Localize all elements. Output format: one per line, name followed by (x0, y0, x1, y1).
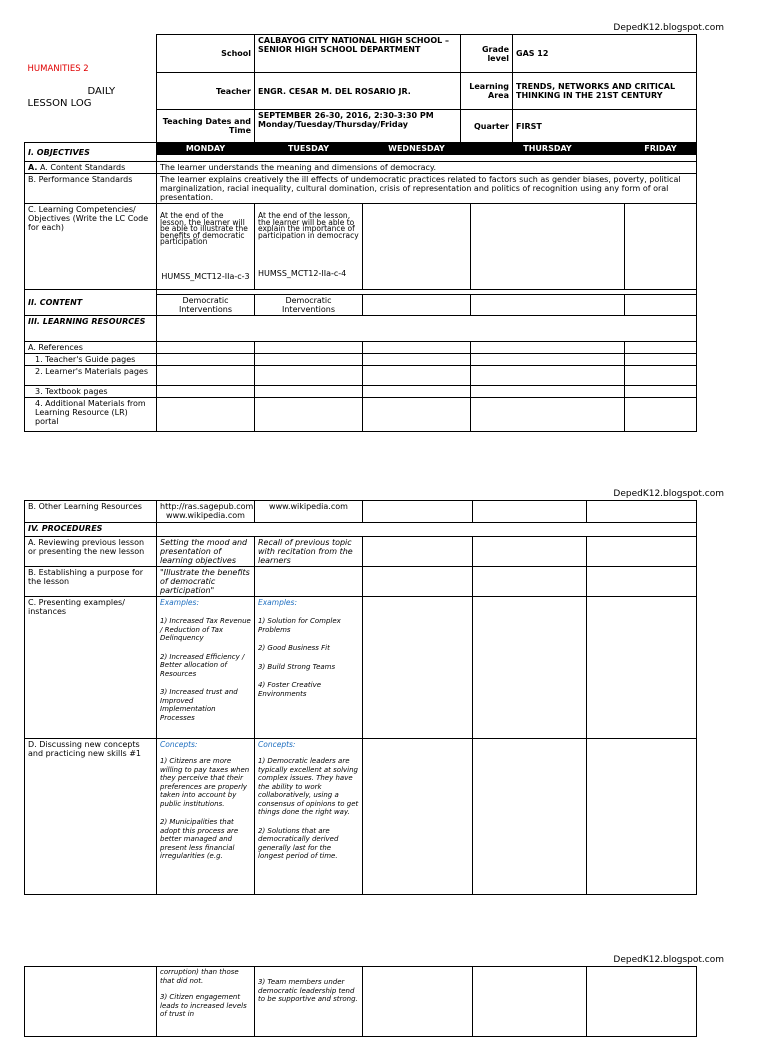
proc-c-mon (157, 597, 255, 739)
teacher-label: Teacher (157, 73, 255, 110)
cont-mon (157, 967, 255, 1037)
page-3 (0, 952, 768, 1024)
tue-code: HUMSS_MCT12-IIa-c-4 (258, 269, 347, 278)
proc-b-label: B. Establishing a purpose for the lesson (25, 567, 157, 597)
content-tue: Democratic Interventions (255, 295, 363, 316)
proc-c-tue-title: Examples: (258, 598, 297, 607)
proc-a-mon: Setting the mood and presentation of learning objectives (157, 537, 255, 567)
resources-spacer (157, 316, 697, 342)
quarter-label: Quarter (461, 110, 513, 143)
tue-objective-cell (255, 204, 363, 290)
area-label: Learning Area (461, 73, 513, 110)
other-resources-label: B. Other Learning Resources (25, 501, 157, 523)
proc-c-tue-3: 3) Build Strong Teams (258, 662, 336, 671)
school-value: CALBAYOG CITY NATIONAL HIGH SCHOOL – SENIOR HIGH SCHOOL DEPARTMENT (255, 35, 461, 73)
proc-c-mon-2: 2) Increased Efficiency / Better allocation of Resources (160, 652, 245, 678)
watermark: DepedK12.blogspot.com (613, 23, 724, 33)
content-mon: Democratic Interventions (157, 295, 255, 316)
wed-objective-cell (363, 204, 471, 290)
fri-objective-cell (625, 204, 697, 290)
references-label: A. References (25, 342, 157, 354)
proc-d-mon (157, 739, 255, 895)
proc-d-label: D. Discussing new concepts and practicing new skills #1 (25, 739, 157, 895)
page-1 (0, 0, 768, 450)
cont-mon-2: 3) Citizen engagement leads to increased levels of trust in (160, 993, 247, 1018)
day-wednesday: WEDNESDAY (363, 143, 471, 155)
grade-label: Grade level (461, 35, 513, 73)
area-value: TRENDS, NETWORKS AND CRITICAL THINKING IN THE 21ST CENTURY (513, 73, 697, 110)
dates-label: Teaching Dates and Time (157, 110, 255, 143)
other-mon: http://ras.sagepub.com www.wikipedia.com (157, 501, 255, 523)
proc-d-tue-title: Concepts: (258, 740, 296, 749)
proc-c-label: C. Presenting examples/ instances (25, 597, 157, 739)
thu-objective-cell (471, 204, 625, 290)
lesson-log-table-2 (24, 500, 697, 895)
days-value: Monday/Tuesday/Thursday/Friday (258, 120, 408, 129)
teacher-value: ENGR. CESAR M. DEL ROSARIO JR. (255, 73, 461, 110)
cont-label (25, 967, 157, 1037)
proc-d-tue-1: 1) Democratic leaders are typically excellent at solving complex issues. They have the ability to work collaboratively, using a consensus of opinions to get things done the right way. (258, 757, 359, 816)
proc-d-tue (255, 739, 363, 895)
proc-d-mon-2: 2) Municipalities that adopt this process are better managed and present less financial irregularities (e.g. (160, 818, 239, 860)
content-thu (471, 295, 625, 316)
cont-mon-1: corruption) than those that did not. (160, 968, 239, 985)
proc-c-tue-2: 2) Good Business Fit (258, 644, 330, 652)
title-lesson-log: LESSON LOG (27, 97, 92, 109)
resources-heading: III. LEARNING RESOURCES (25, 316, 157, 342)
proc-a-tue: Recall of previous topic with recitation from the learners (255, 537, 363, 567)
proc-c-mon-3: 3) Increased trust and Improved Implementation Processes (160, 688, 238, 722)
watermark-3: DepedK12.blogspot.com (613, 955, 724, 965)
content-standards-text: A. Content Standards (39, 163, 126, 172)
mon-objective-cell (157, 204, 255, 290)
competencies-label: C. Learning Competencies/ Objectives (Write the LC Code for each) (25, 204, 157, 290)
tg-label: 1. Teacher's Guide pages (25, 354, 157, 366)
day-tuesday: TUESDAY (255, 143, 363, 155)
title-daily: DAILY (87, 85, 116, 97)
lr-label: 4. Additional Materials from Learning Resource (LR) portal (25, 398, 157, 432)
lm-label: 2. Learner's Materials pages (25, 366, 157, 386)
lesson-log-table-3 (24, 966, 697, 1037)
subject-label: HUMANITIES 2 (27, 63, 89, 74)
proc-c-tue-4: 4) Foster Creative Environments (258, 681, 322, 698)
dates-value: SEPTEMBER 26-30, 2016, 2:30-3:30 PM (258, 111, 434, 120)
procedures-spacer (157, 523, 697, 537)
mon-objective: At the end of the lesson, the learner will be able to illustrate the benefits of democratic participation (160, 211, 248, 246)
proc-d-tue-2: 2) Solutions that are democratically derived generally last for the longest period of time. (258, 826, 339, 860)
page-2 (0, 486, 768, 946)
dates-cell (255, 110, 461, 143)
title-cell (25, 35, 157, 143)
day-thursday: THURSDAY (471, 143, 625, 155)
day-monday: MONDAY (157, 143, 255, 155)
cont-tue (255, 967, 363, 1037)
proc-c-tue (255, 597, 363, 739)
objectives-heading: I. OBJECTIVES (25, 143, 157, 162)
tue-objective: At the end of the lesson, the learner will be able to explain the importance of participation in democracy (258, 211, 359, 240)
day-friday: FRIDAY (625, 143, 697, 155)
content-standards-value: The learner understands the meaning and dimensions of democracy. (157, 162, 697, 174)
mon-code: HUMSS_MCT12-IIa-c-3 (161, 271, 250, 281)
lesson-log-table-1 (24, 34, 697, 432)
proc-a-label: A. Reviewing previous lesson or presenting the new lesson (25, 537, 157, 567)
spacer-row (157, 155, 697, 162)
proc-c-tue-1: 1) Solution for Complex Problems (258, 617, 341, 634)
content-standards-label: A. A. Content Standards (25, 162, 157, 174)
watermark-2: DepedK12.blogspot.com (613, 489, 724, 499)
performance-label: B. Performance Standards (25, 174, 157, 204)
performance-value: The learner explains creatively the ill effects of undemocratic practices related to factors such as gender biases, poverty, political marginalization, racial inequality, cultural domination, crisis of representation and politics of recognition using any form of oral presentation. (157, 174, 697, 204)
other-tue: www.wikipedia.com (255, 501, 363, 523)
content-wed (363, 295, 471, 316)
cont-tue-1: 3) Team members under democratic leadership tend to be supportive and strong. (258, 978, 358, 1003)
proc-c-mon-title: Examples: (160, 598, 199, 607)
procedures-heading: IV. PROCEDURES (25, 523, 157, 537)
proc-b-mon: "Illustrate the benefits of democratic participation" (157, 567, 255, 597)
quarter-value: FIRST (513, 110, 697, 143)
proc-d-mon-1: 1) Citizens are more willing to pay taxes when they perceive that their preferences are properly taken into account by public institutions. (160, 757, 250, 808)
proc-c-mon-1: 1) Increased Tax Revenue / Reduction of Tax Delinquency (160, 617, 251, 642)
school-label: School (157, 35, 255, 73)
content-heading: II. CONTENT (25, 290, 157, 316)
tb-label: 3. Textbook pages (25, 386, 157, 398)
proc-d-mon-title: Concepts: (160, 740, 198, 749)
content-fri (625, 295, 697, 316)
grade-value: GAS 12 (513, 35, 697, 73)
